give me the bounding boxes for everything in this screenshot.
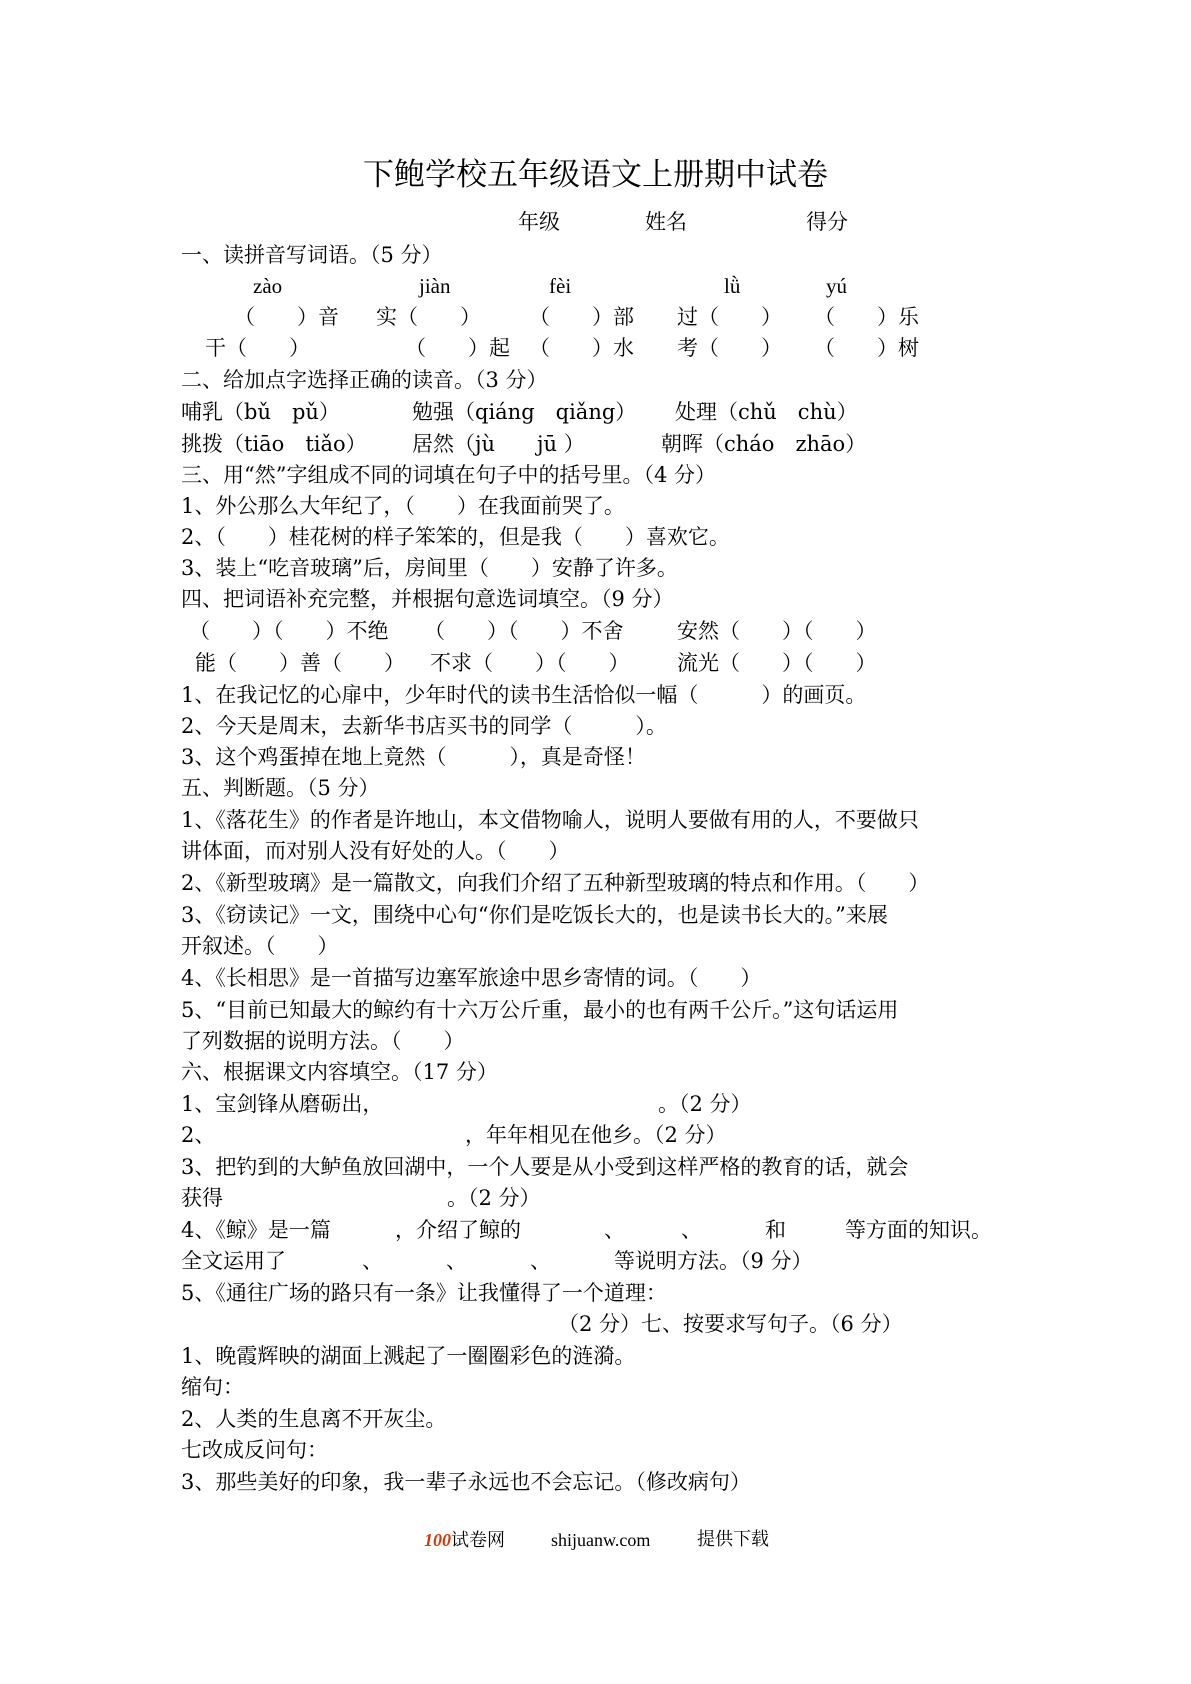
fill-q4-part-d: 、 [681,1218,702,1242]
section-6-heading: 六、根据课文内容填空。（17 分） [181,1060,498,1084]
judge-line-4: 3、《窃读记》一文，围绕中心句“你们是吃饭长大的，也是读书长大的。”来展 [181,903,888,927]
idiom-5: 不求（ ）（ ） [430,651,630,675]
judge-line-6: 4、《长相思》是一首描写边塞军旅途中思乡寄情的词。（ ） [181,966,762,990]
footer-site-name: 试卷网 [451,1530,505,1551]
fill-q4-part-a: 4、《鲸》是一篇 [181,1218,331,1242]
fill-q1-end: 。（2 分） [658,1092,752,1116]
judge-line-3: 2、《新型玻璃》是一篇散文，向我们介绍了五种新型玻璃的特点和作用。（ ） [181,871,930,895]
section-4-item-2: 2、今天是周末，去新华书店买书的同学（ ）。 [181,714,667,738]
word-blank-5: （ ）乐 [814,305,919,329]
pinyin-2: jiàn [419,274,451,298]
idiom-4: 能（ ）善（ ） [195,651,405,675]
pinyin-5: yú [826,274,847,298]
fill-q5-score-and-section-7-heading: （2 分）七、按要求写句子。（6 分） [558,1312,903,1336]
reading-item-3: 处理（chǔ chù） [675,400,858,424]
section-4-item-1: 1、在我记忆的心扉中，少年时代的读书生活恰似一幅（ ）的画页。 [181,683,867,707]
footer-note: 提供下载 [697,1529,769,1550]
reading-item-6: 朝晖（cháo zhāo） [661,432,867,456]
pinyin-1: zào [253,274,283,298]
fill-q4-part-h: 、 [362,1249,383,1273]
fill-q4-part-f: 等方面的知识。 [845,1218,992,1242]
fill-q2-start: 2、 [181,1123,216,1147]
word-blank-7: （ ）起 [405,336,510,360]
footer-domain-link[interactable]: shijuanw.com [551,1530,651,1550]
reading-item-2: 勉强（qiáng qiǎng） [412,400,637,424]
grade-field-label: 年级 [518,210,560,234]
fill-q4-part-j: 、 [530,1249,551,1273]
word-blank-8: （ ）水 [529,336,634,360]
word-blank-9: 考（ ） [677,336,782,360]
fill-q4-part-i: 、 [446,1249,467,1273]
word-blank-6: 干（ ） [205,336,310,360]
judge-line-5: 开叙述。（ ） [181,934,339,958]
idiom-6: 流光（ ）（ ） [677,651,877,675]
pinyin-3: fèi [549,274,572,298]
fill-q3-line: 3、把钓到的大鲈鱼放回湖中，一个人要是从小受到这样严格的教育的话，就会 [181,1155,909,1179]
word-blank-4: 过（ ） [677,305,782,329]
fill-q4-part-e: 和 [765,1218,786,1242]
sentence-label-1: 缩句： [181,1375,244,1399]
sentence-item-2: 2、人类的生息离不开灰尘。 [181,1407,447,1431]
pinyin-4: lǜ [724,274,741,298]
fill-q4-part-b: ，介绍了鲸的 [395,1218,521,1242]
section-3-item-1: 1、外公那么大年纪了，（ ）在我面前哭了。 [181,494,625,518]
fill-q3-end: 。（2 分） [447,1186,541,1210]
fill-q5-line: 5、《通往广场的路只有一条》让我懂得了一个道理： [181,1281,667,1305]
fill-q4-part-k: 等说明方法。（9 分） [614,1249,813,1273]
judge-line-2: 讲体面，而对别人没有好处的人。（ ） [181,839,570,863]
page-title: 下鲍学校五年级语文上册期中试卷 [363,157,828,193]
section-3-item-2: 2、（ ）桂花树的样子笨笨的，但是我（ ）喜欢它。 [181,525,730,549]
judge-line-1: 1、《落花生》的作者是许地山，本文借物喻人，说明人要做有用的人，不要做只 [181,808,919,832]
logo-100-mark: 100 [424,1530,451,1550]
word-blank-1: （ ）音 [234,305,339,329]
section-4-item-3: 3、这个鸡蛋掉在地上竟然（ ），真是奇怪！ [181,745,646,769]
idiom-2: （ ）（ ）不舍 [424,619,624,643]
idiom-3: 安然（ ）（ ） [677,619,877,643]
idiom-1: （ ）（ ）不绝 [189,619,389,643]
judge-line-7: 5、“目前已知最大的鲸约有十六万公斤重，最小的也有两千公斤。”这句话运用 [181,998,899,1022]
word-blank-3: （ ）部 [529,305,634,329]
fill-q3-start: 获得 [181,1186,223,1210]
section-2-heading: 二、给加点字选择正确的读音。（3 分） [181,368,548,392]
fill-q4-part-c: 、 [604,1218,625,1242]
word-blank-10: （ ）树 [814,336,919,360]
fill-q4-part-g: 全文运用了 [181,1249,286,1273]
reading-item-1: 哺乳（bǔ pǔ） [181,400,340,424]
score-field-label: 得分 [806,210,848,234]
section-1-heading: 一、读拼音写词语。（5 分） [181,243,443,267]
fill-q1-start: 1、宝剑锋从磨砺出， [181,1092,384,1116]
footer-logo[interactable] [424,1528,505,1553]
section-4-heading: 四、把词语补充完整，并根据句意选词填空。（9 分） [181,587,674,611]
judge-line-8: 了列数据的说明方法。（ ） [181,1029,465,1053]
word-blank-2: 实（ ） [376,305,481,329]
section-3-heading: 三、用“然”字组成不同的词填在句子中的括号里。（4 分） [181,463,717,487]
section-5-heading: 五、判断题。（5 分） [181,776,380,800]
fill-q2-end: ，年年相见在他乡。（2 分） [465,1123,727,1147]
reading-item-5: 居然（jù jū ） [412,432,585,456]
section-3-item-3: 3、装上“吃音玻璃”后，房间里（ ）安静了许多。 [181,556,678,580]
sentence-label-2: 七改成反问句： [181,1438,328,1462]
sentence-item-3: 3、那些美好的印象，我一辈子永远也不会忘记。（修改病句） [181,1470,751,1494]
reading-item-4: 挑拨（tiāo tiǎo） [181,432,367,456]
name-field-label: 姓名 [645,210,687,234]
sentence-item-1: 1、晚霞辉映的湖面上溅起了一圈圈彩色的涟漪。 [181,1344,636,1368]
